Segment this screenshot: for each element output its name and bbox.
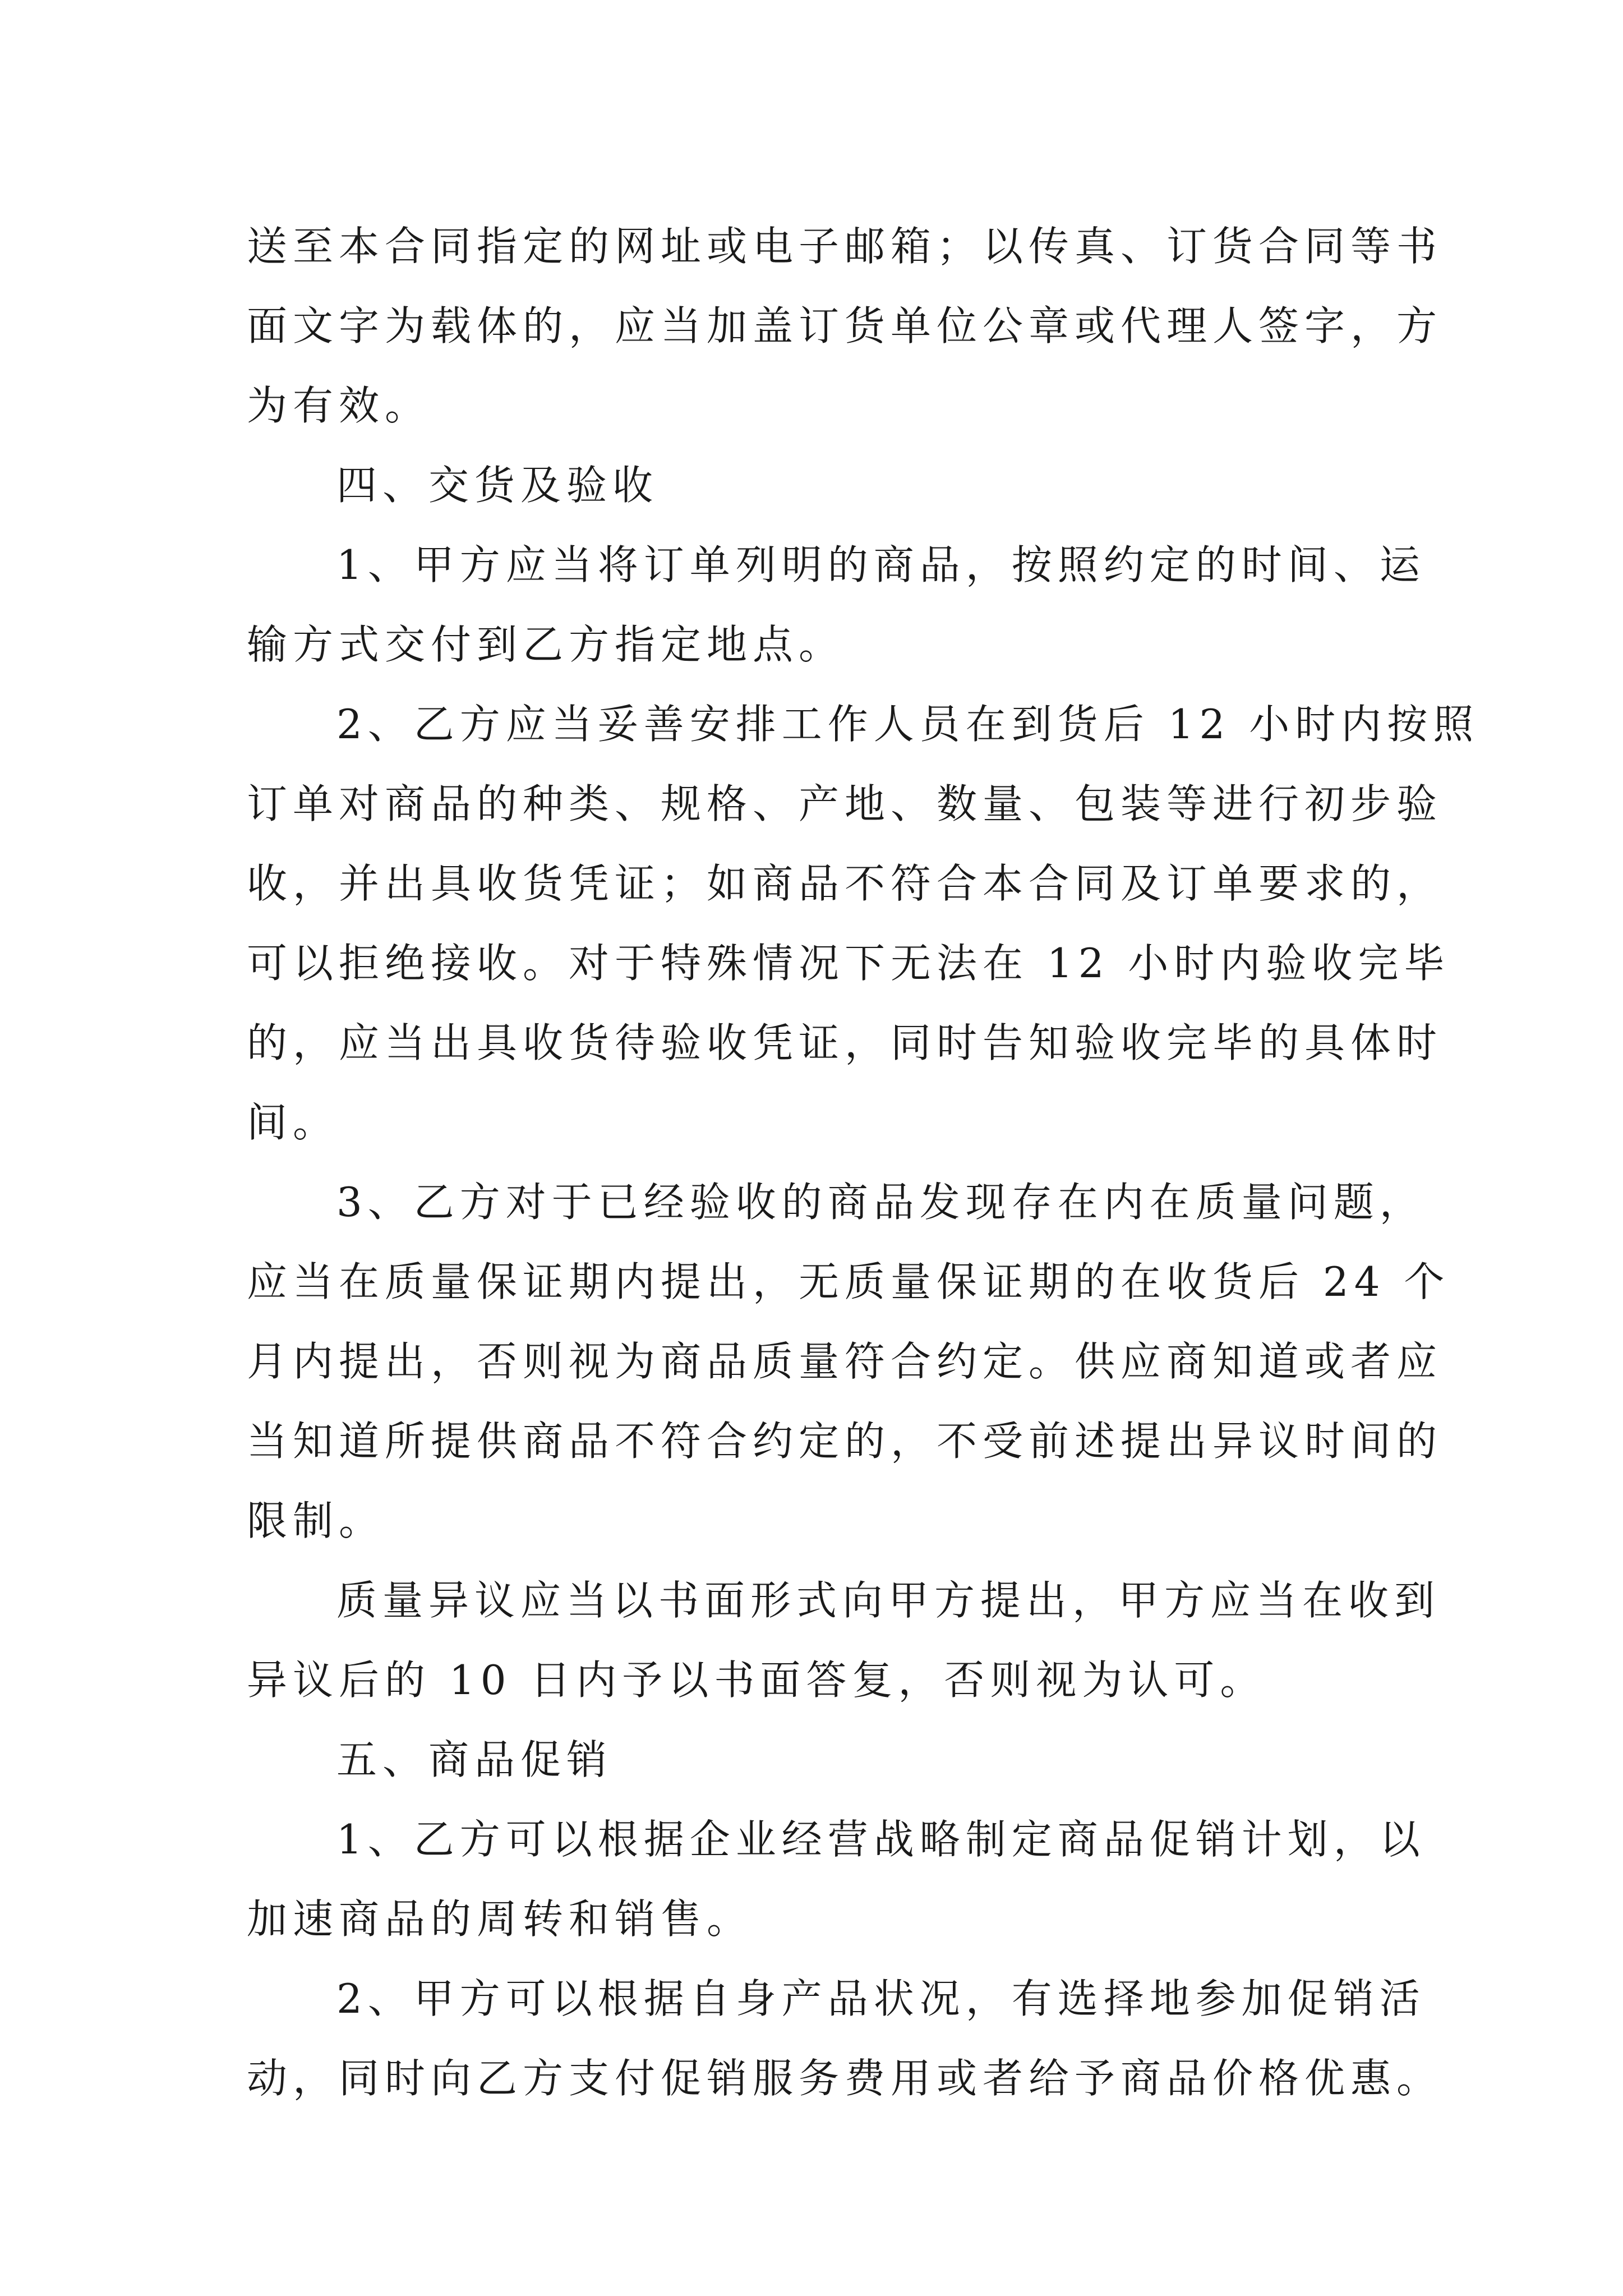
text-line: 可以拒绝接收。对于特殊情况下无法在 12 小时内验收完毕: [247, 940, 1450, 987]
text-line: 应当在质量保证期内提出，无质量保证期的在收货后 24 个: [247, 1258, 1450, 1305]
text-line: 月内提出，否则视为商品质量符合约定。供应商知道或者应: [247, 1338, 1443, 1385]
text-line: 面文字为载体的，应当加盖订货单位公章或代理人签字，方: [247, 302, 1443, 349]
text-line: 异议后的 10 日内予以书面答复，否则视为认可。: [247, 1657, 1266, 1704]
text-line: 为有效。: [247, 382, 431, 429]
text-line: 加速商品的周转和销售。: [247, 1895, 753, 1943]
text-line: 1、乙方可以根据企业经营战略制定商品促销计划，以: [336, 1816, 1426, 1863]
text-line: 订单对商品的种类、规格、产地、数量、包装等进行初步验: [247, 780, 1443, 827]
text-line: 1、甲方应当将订单列明的商品，按照约定的时间、运: [336, 541, 1426, 588]
document-body: [247, 206, 1479, 2118]
text-line: 收，并出具收货凭证；如商品不符合本合同及订单要求的，: [247, 860, 1443, 907]
text-line: 五、商品促销: [336, 1736, 613, 1783]
text-line: 的，应当出具收货待验收凭证，同时告知验收完毕的具体时: [247, 1019, 1443, 1066]
text-line: 3、乙方对于已经验收的商品发现存在内在质量问题，: [336, 1179, 1426, 1226]
text-line: 2、甲方可以根据自身产品状况，有选择地参加促销活: [336, 1975, 1426, 2022]
text-line: 2、乙方应当妥善安排工作人员在到货后 12 小时内按照: [336, 701, 1479, 748]
text-line: 动，同时向乙方支付促销服务费用或者给予商品价格优惠。: [247, 2055, 1443, 2102]
text-line: 送至本合同指定的网址或电子邮箱；以传真、订货合同等书: [247, 223, 1443, 270]
text-line: 当知道所提供商品不符合约定的，不受前述提出异议时间的: [247, 1418, 1443, 1465]
text-line: 质量异议应当以书面形式向甲方提出，甲方应当在收到: [336, 1577, 1441, 1624]
text-line: 间。: [247, 1099, 339, 1146]
text-line: 限制。: [247, 1497, 385, 1544]
text-line: 输方式交付到乙方指定地点。: [247, 621, 845, 668]
text-line: 四、交货及验收: [336, 462, 659, 509]
